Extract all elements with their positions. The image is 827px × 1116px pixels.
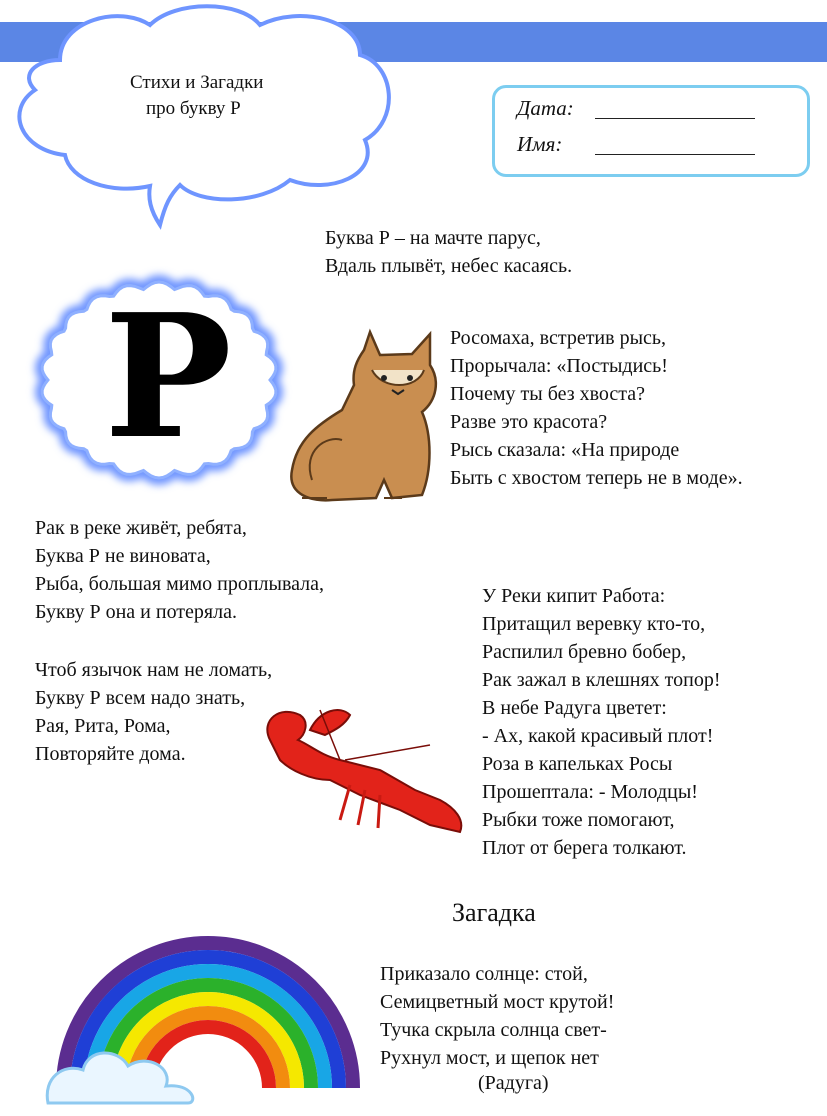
poem-line: У Реки кипит Работа: [482, 585, 666, 607]
crayfish-icon [250, 700, 470, 840]
poem-line: Распилил бревно бобер, [482, 641, 687, 663]
poem-crayfish [35, 514, 324, 626]
name-line[interactable] [595, 154, 755, 155]
poem-lynx [450, 324, 743, 492]
riddle-title: Загадка [452, 898, 536, 927]
page-title [100, 70, 360, 122]
name-field[interactable] [517, 132, 562, 157]
poem-tongue [35, 656, 272, 768]
big-letter: Р [104, 277, 232, 477]
poem-line: Тучка скрыла солнца свет- [380, 1019, 607, 1041]
poem-line: Притащил веревку кто-то, [482, 613, 706, 635]
poem-line: Рысь сказала: «На природе [450, 439, 680, 461]
date-label: Дата: [517, 96, 574, 120]
poem-line: Букву Р всем надо знать, [35, 687, 246, 709]
poem-riddle [380, 960, 614, 1072]
poem-line: Рак зажал в клешнях топор! [482, 669, 721, 691]
poem-line: Быть с хвостом теперь не в моде». [450, 467, 743, 489]
poem-river [482, 582, 721, 862]
poem-line: Приказало солнце: стой, [380, 963, 588, 985]
poem-line: Букву Р она и потеряла. [35, 601, 237, 623]
poem-line: Разве это красота? [450, 411, 608, 433]
riddle-answer: (Радуга) [478, 1072, 549, 1094]
poem-line: Прошептала: - Молодцы! [482, 781, 698, 803]
poem-line: Рыба, большая мимо проплывала, [35, 573, 325, 595]
poem-line: - Ах, какой красивый плот! [482, 725, 714, 747]
poem-line: Росомаха, встретив рысь, [450, 327, 667, 349]
poem-line: Буква Р – на мачте парус, [325, 227, 541, 249]
poem-line: Роза в капельках Росы [482, 753, 673, 775]
title-line-1: Стихи и Загадки [130, 72, 264, 93]
date-field[interactable] [517, 96, 574, 121]
poem-line: Чтоб язычок нам не ломать, [35, 659, 273, 681]
poem-line: Буква Р не виновата, [35, 545, 211, 567]
date-line[interactable] [595, 118, 755, 119]
poem-line: Рухнул мост, и щепок нет [380, 1047, 599, 1069]
name-label: Имя: [517, 132, 563, 156]
poem-line: Прорычала: «Постыдись! [450, 355, 668, 377]
poem-line: Рак в реке живёт, ребята, [35, 517, 247, 539]
lynx-icon [272, 330, 450, 505]
poem-line: Семицветный мост крутой! [380, 991, 615, 1013]
poem-line: Рая, Рита, Рома, [35, 715, 171, 737]
rainbow-icon [48, 908, 368, 1103]
poem-line: Рыбки тоже помогают, [482, 809, 675, 831]
title-line-2: про букву Р [146, 98, 241, 119]
poem-line: Вдаль плывёт, небес касаясь. [325, 255, 573, 277]
poem-sail [325, 224, 572, 280]
date-name-box [492, 85, 810, 177]
poem-line: Плот от берега толкают. [482, 837, 687, 859]
poem-line: Почему ты без хвоста? [450, 383, 646, 405]
poem-line: В небе Радуга цветет: [482, 697, 667, 719]
poem-line: Повторяйте дома. [35, 743, 186, 765]
